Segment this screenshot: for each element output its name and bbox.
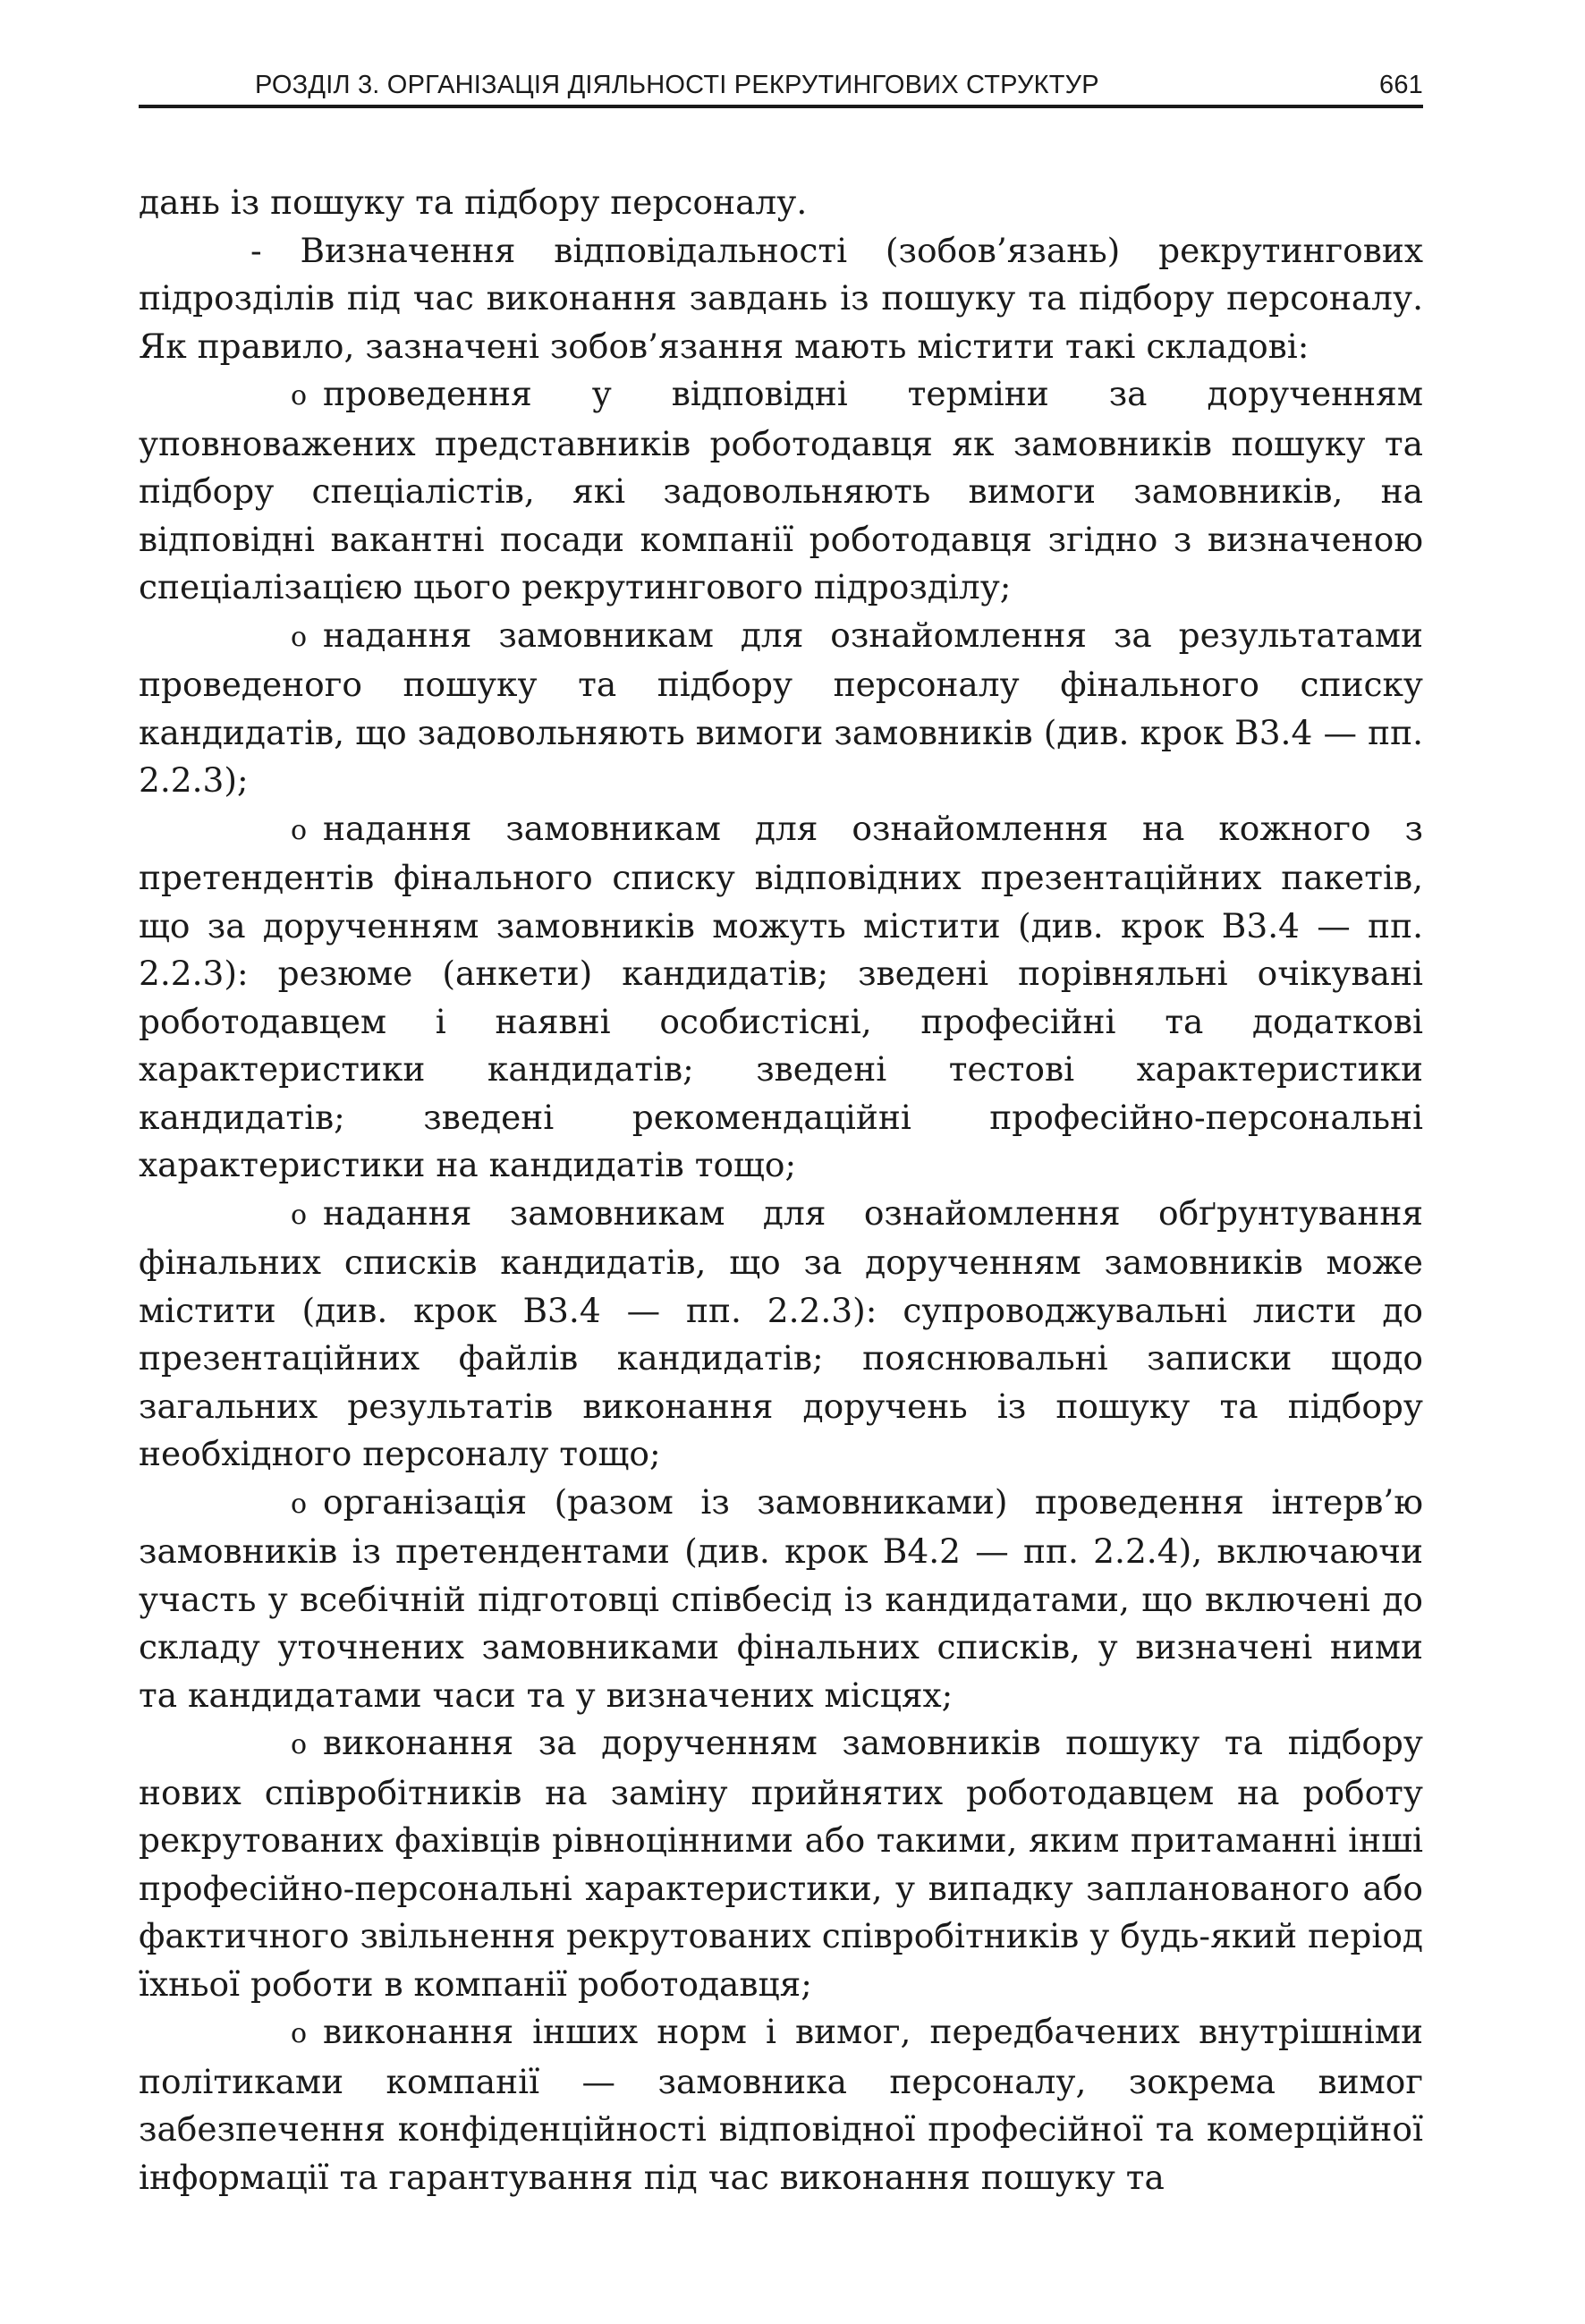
list-item (139, 1190, 1423, 1479)
running-header (139, 59, 1423, 100)
chapter-title: РОЗДІЛ 3. ОРГАНІЗАЦІЯ ДІЯЛЬНОСТІ РЕКРУТИНГОВИХ СТРУКТУР (255, 71, 1099, 99)
list-item (139, 1479, 1423, 1720)
bullet-icon: o (291, 1199, 308, 1231)
responsibility-paragraph: - Визначення відповідальності (зобов’язань) рекрутингових підрозділів під час виконання завдань із пошуку та підбору персоналу. Як правило, зазначені зобов’язання мають містити такі складові: (139, 230, 1423, 366)
list-item-text: надання замовникам для ознайомлення за результатами проведеного пошуку та підбору персоналу фінального списку кандидатів, що задовольняють вимоги замовників (див. крок В3.4 — пп. 2.2.3); (139, 615, 1423, 800)
list-item (139, 2008, 1423, 2201)
list-item-text: організація (разом із замовниками) проведення інтерв’ю замовників із претендентами (див. крок В4.2 — пп. 2.2.4), включаючи участь у всебічній підготовці співбесід із кандидатами, що включені до складу уточнених замовниками фінальних списків, у визначені ними та кандидатами часи та у визначених місцях; (139, 1481, 1423, 1715)
list-item-text: виконання інших норм і вимог, передбачених внутрішніми політиками компанії — замовника персоналу, зокрема вимог забезпечення конфіденційності відповідної професійної та комерційної інформації та гарантування під час виконання пошуку та (139, 2012, 1423, 2197)
page-number: 661 (1379, 71, 1423, 99)
bullet-icon: o (291, 621, 308, 653)
list-item (139, 370, 1423, 612)
bullet-icon: o (291, 1729, 308, 1760)
bullet-icon: o (291, 1488, 308, 1520)
bullet-icon: o (291, 380, 308, 411)
list-item-text: виконання за дорученням замовників пошуку та підбору нових співробітників на заміну прийнятих роботодавцем на роботу рекрутованих фахівців рівноцінними або такими, яким притаманні інші професійно-персональні характеристики, у випадку запланованого або фактичного звільнення рекрутованих співробітників у будь-який період їхньої роботи в компанії роботодавця; (139, 1723, 1423, 2004)
list-item (139, 612, 1423, 805)
list-item-text: надання замовникам для ознайомлення на кожного з претендентів фінального списку відповідних презентаційних пакетів, що за дорученням замовників можуть містити (див. крок В3.4 — пп. 2.2.3): резюме (анкети) кандидатів; зведені порівняльні очікувані роботодавцем і наявні особистісні, професійні та додаткові характеристики кандидатів; зведені тестові характеристики кандидатів; зведені рекомендаційні професійно-персональні характеристики на кандидатів тощо; (139, 808, 1423, 1184)
bullet-icon: o (291, 814, 308, 846)
body-text (139, 179, 1423, 2201)
continuation-line: дань із пошуку та підбору персоналу. (139, 182, 808, 222)
header-rule (139, 105, 1423, 108)
list-item-text: проведення у відповідні терміни за дорученням уповноважених представників роботодавця як замовників пошуку та підбору спеціалістів, які задовольняють вимоги замовників, на відповідні вакантні посади компанії роботодавця згідно з визначеною спеціалізацією цього рекрутингового підрозділу; (139, 374, 1423, 606)
list-item (139, 1719, 1423, 2008)
list-item-text: надання замовникам для ознайомлення обґрунтування фінальних списків кандидатів, що за дорученням замовників може містити (див. крок В3.4 — пп. 2.2.3): супроводжувальні листи до презентаційних файлів кандидатів; пояснювальні записки щодо загальних результатів виконання доручень із пошуку та підбору необхідного персоналу тощо; (139, 1192, 1423, 1473)
bullet-icon: o (291, 2018, 308, 2049)
list-item (139, 805, 1423, 1190)
